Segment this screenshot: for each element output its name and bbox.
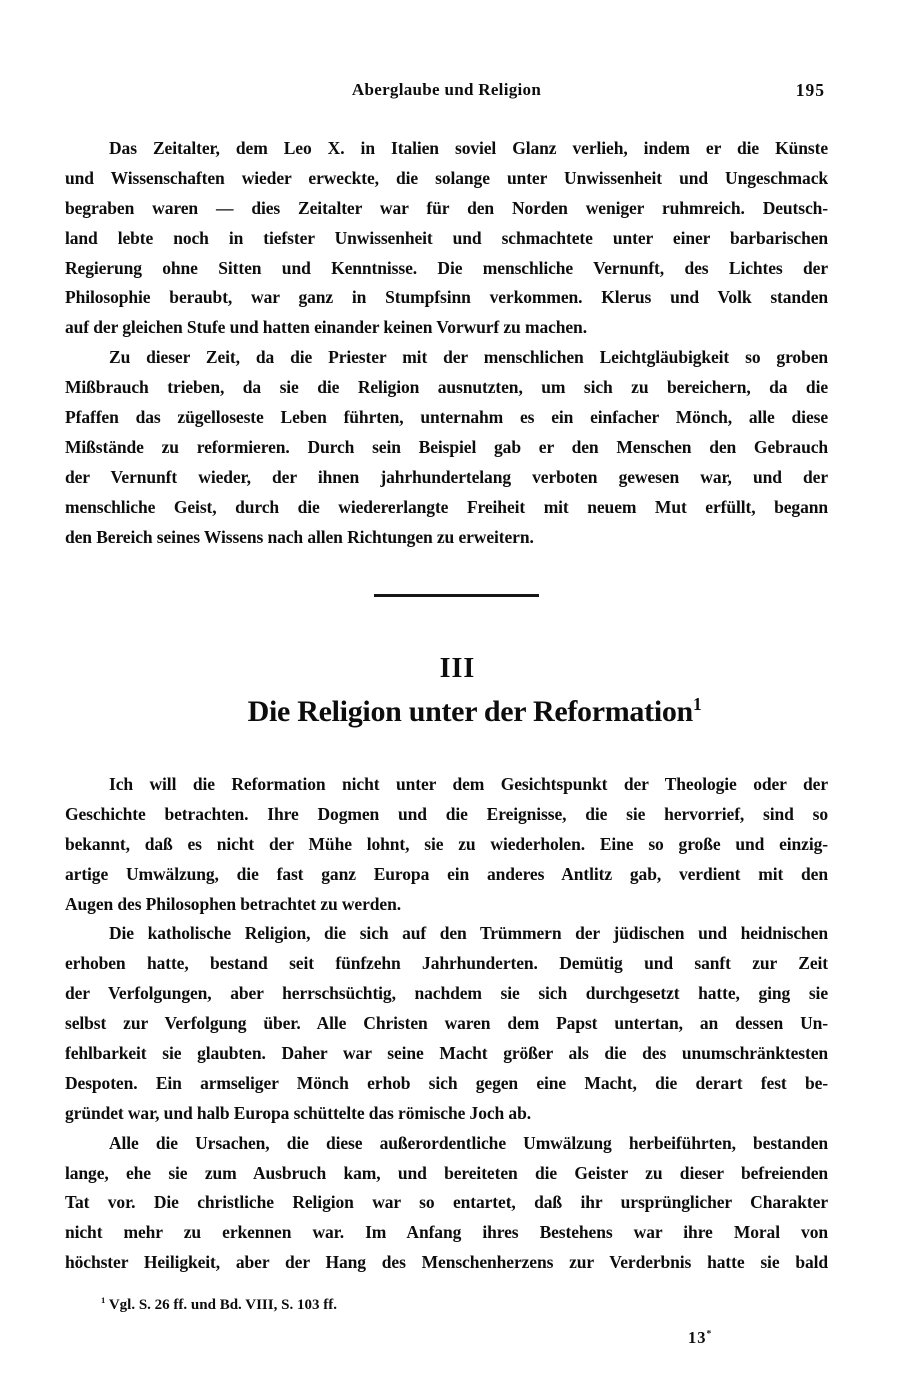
text-line: Mißbrauch trieben, da sie die Religion ausnutzten, um sich zu bereichern, da die: [65, 377, 828, 398]
text-line: Philosophie beraubt, war ganz in Stumpfsinn verkommen. Klerus und Volk standen: [65, 287, 828, 308]
page-number: 195: [795, 80, 825, 100]
text-line: den Bereich seines Wissens nach allen Richtungen zu erweitern.: [65, 526, 534, 547]
text-line: menschliche Geist, durch die wiedererlangte Freiheit mit neuem Mut erfüllt, begann: [65, 496, 828, 517]
section-title-footnote-mark: 1: [692, 694, 702, 714]
section-divider: [374, 594, 539, 597]
text-line: und Wissenschaften wieder erweckte, die solange unter Unwissenheit und Ungeschmack: [65, 167, 828, 188]
text-line: selbst zur Verfolgung über. Alle Christen waren dem Papst untertan, an dessen Un-: [65, 1013, 828, 1034]
running-head-title: Aberglaube und Religion: [351, 80, 542, 99]
text-line: begraben waren — dies Zeitalter war für den Norden weniger ruhmreich. Deutsch-: [65, 197, 828, 218]
text-line: der Verfolgungen, aber herrschsüchtig, nachdem sie sich durchgesetzt hatte, ging sie: [65, 983, 828, 1004]
text-line: auf der gleichen Stufe und hatten einander keinen Vorwurf zu machen.: [65, 317, 587, 338]
text-line: Regierung ohne Sitten und Kenntnisse. Die menschliche Vernunft, des Lichtes der: [65, 257, 828, 278]
text-line: Augen des Philosophen betrachtet zu werden.: [65, 893, 401, 914]
text-line: Die katholische Religion, die sich auf den Trümmern der jüdischen und heidnischen: [109, 923, 828, 944]
text-line: Alle die Ursachen, die diese außerordentliche Umwälzung herbeiführten, bestanden: [109, 1132, 828, 1153]
text-line: fehlbarkeit sie glaubten. Daher war seine Macht größer als die des unumschränktesten: [65, 1043, 828, 1064]
text-line: erhoben hatte, bestand seit fünfzehn Jahrhunderten. Demütig und sanft zur Zeit: [65, 953, 828, 974]
text-line: bekannt, daß es nicht der Mühe lohnt, sie zu wiederholen. Eine so große und einzig-: [65, 833, 828, 854]
footnote-mark: 1: [101, 1295, 106, 1305]
text-line: höchster Heiligkeit, aber der Hang des Menschenherzens zur Verderbnis hatte sie bald: [65, 1252, 828, 1273]
signature-star: *: [706, 1328, 713, 1340]
text-line: Tat vor. Die christliche Religion war so entartet, daß ihr ursprünglicher Charakter: [65, 1192, 828, 1213]
text-line: gründet war, und halb Europa schüttelte das römische Joch ab.: [65, 1102, 531, 1123]
signature-mark: [688, 1328, 712, 1348]
text-line: lange, ehe sie zum Ausbruch kam, und bereiteten die Geister zu dieser befreienden: [65, 1162, 828, 1183]
text-line: Mißstände zu reformieren. Durch sein Beispiel gab er den Menschen den Gebrauch: [65, 436, 828, 457]
footnote-text: Vgl. S. 26 ff. und Bd. VIII, S. 103 ff.: [108, 1297, 337, 1313]
text-line: Pfaffen das zügelloseste Leben führten, unternahm es ein einfacher Mönch, alle diese: [65, 407, 828, 428]
text-line: Despoten. Ein armseliger Mönch erhob sich gegen eine Macht, die derart fest be-: [65, 1072, 828, 1093]
body-text-bottom: [65, 770, 828, 1278]
text-line: nicht mehr zu erkennen war. Im Anfang ihres Bestehens war ihre Moral von: [65, 1222, 828, 1243]
footnote: [65, 1297, 828, 1314]
text-line: artige Umwälzung, die fast ganz Europa ein anderes Antlitz gab, verdient mit den: [65, 863, 828, 884]
text-line: land lebte noch in tiefster Unwissenheit und schmachtete unter einer barbarischen: [65, 227, 828, 248]
text-line: Das Zeitalter, dem Leo X. in Italien soviel Glanz verlieh, indem er die Künste: [109, 138, 828, 158]
signature-number: 13: [688, 1328, 707, 1347]
section-title-text: Die Religion unter der Reformation: [247, 695, 693, 728]
body-text-top: [65, 134, 828, 552]
text-line: Zu dieser Zeit, da die Priester mit der menschlichen Leichtgläubigkeit so groben: [109, 347, 828, 368]
section-title: [65, 695, 828, 729]
text-line: Geschichte betrachten. Ihre Dogmen und die Ereignisse, die sie hervorrief, sind so: [65, 803, 828, 824]
section-number: III: [439, 653, 476, 684]
text-line: Ich will die Reformation nicht unter dem Gesichtspunkt der Theologie oder der: [109, 774, 828, 794]
text-line: der Vernunft wieder, der ihnen jahrhundertelang verboten gewesen war, und der: [65, 466, 828, 487]
